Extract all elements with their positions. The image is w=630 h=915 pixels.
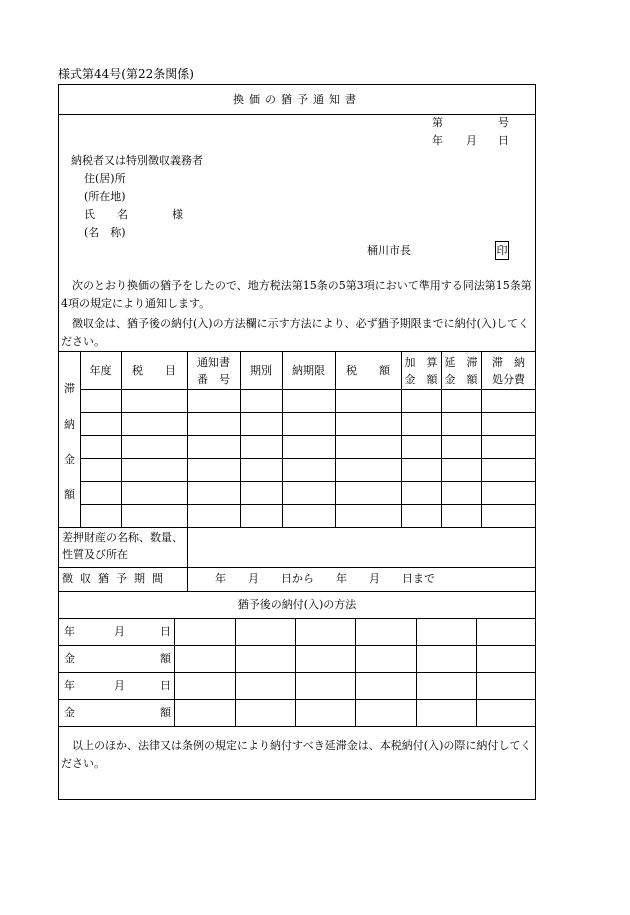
payment-row-label: 額 xyxy=(160,652,171,665)
divider xyxy=(58,645,536,646)
divider xyxy=(174,618,175,726)
address-label: 住(居)所 xyxy=(84,172,126,185)
document-title: 換価の猶予通知書 xyxy=(233,93,361,106)
column-header: 金 額 xyxy=(404,373,438,386)
divider xyxy=(416,618,417,726)
grace-period-label: 徴収猶予期間 xyxy=(62,572,170,585)
column-header: 期別 xyxy=(250,364,272,377)
payment-row-label: 額 xyxy=(160,706,171,719)
payment-row-label: 金 xyxy=(64,652,75,665)
divider xyxy=(58,726,536,727)
payment-row-label: 日 xyxy=(160,625,171,638)
divider xyxy=(58,591,536,592)
column-header: 延 滞 xyxy=(444,356,478,369)
divider xyxy=(235,618,236,726)
payment-instruction-paragraph: 徴収金は、猶予後の納付(入)の方法欄に示す方法により、必ず猶予期限までに納付(入)してください。 xyxy=(61,317,530,348)
footer-note: 以上のほか、法律又は条例の規定により納付すべき延滞金は、本税納付(入)の際に納付してください。 xyxy=(61,739,532,770)
payment-row-label: 日 xyxy=(160,679,171,692)
divider xyxy=(295,618,296,726)
column-header: 処分費 xyxy=(492,373,525,386)
divider xyxy=(58,699,536,700)
column-header: 番 号 xyxy=(197,373,230,386)
column-header: 通知書 xyxy=(197,356,230,369)
notice-paragraph: 次のとおり換価の猶予をしたので、地方税法第15条の5第3項において準用する同法第15条第4項の規定により通知します。 xyxy=(61,279,532,310)
payment-row-label: 年 xyxy=(64,625,75,638)
divider xyxy=(187,567,188,591)
column-header: 金 額 xyxy=(444,373,478,386)
divider xyxy=(80,458,536,459)
date-month: 月 xyxy=(466,134,477,147)
seized-property-label: 性質及び所在 xyxy=(62,548,128,561)
column-header: 加 算 xyxy=(404,356,438,369)
payment-row-label: 金 xyxy=(64,706,75,719)
divider xyxy=(187,527,188,567)
payment-row-label: 月 xyxy=(114,625,125,638)
number-prefix: 第 xyxy=(432,116,443,129)
payment-method-heading: 猶予後の納付(入)の方法 xyxy=(237,598,357,611)
divider xyxy=(58,567,536,568)
divider xyxy=(58,618,536,619)
honorific: 様 xyxy=(172,208,183,221)
column-header: 滞 納 xyxy=(492,356,525,369)
seal-box: 印 xyxy=(495,241,509,260)
divider xyxy=(121,351,122,527)
date-year: 年 xyxy=(432,134,443,147)
payment-row-label: 年 xyxy=(64,679,75,692)
divider xyxy=(80,504,536,505)
divider xyxy=(476,618,477,726)
column-header: 税 目 xyxy=(132,364,176,377)
delinquent-label-char: 金 xyxy=(64,453,75,466)
divider xyxy=(80,389,536,390)
grace-period-value: 年 月 日から 年 月 日まで xyxy=(215,572,435,585)
divider xyxy=(80,435,536,436)
divider xyxy=(58,351,536,352)
date-day: 日 xyxy=(498,134,509,147)
delinquent-label-char: 納 xyxy=(64,418,75,431)
addressee-heading: 納税者又は特別徴収義務者 xyxy=(71,154,203,167)
divider xyxy=(80,412,536,413)
number-suffix: 号 xyxy=(498,116,509,129)
notice-frame xyxy=(58,84,536,800)
company-name-label: (名 称) xyxy=(84,226,126,239)
divider xyxy=(282,351,283,527)
divider xyxy=(335,351,336,527)
name-label: 氏 名 xyxy=(84,208,128,221)
divider xyxy=(80,351,81,527)
divider xyxy=(58,527,536,528)
divider xyxy=(58,114,536,115)
column-header: 税 額 xyxy=(346,364,390,377)
delinquent-label-char: 額 xyxy=(64,488,75,501)
form-number-label: 様式第44号(第22条関係) xyxy=(58,67,194,81)
location-label: (所在地) xyxy=(84,190,126,203)
column-header: 納期限 xyxy=(292,364,325,377)
divider xyxy=(355,618,356,726)
delinquent-label-char: 滞 xyxy=(64,382,75,395)
issuer-name: 桶川市長 xyxy=(367,244,411,257)
column-header: 年度 xyxy=(89,364,112,377)
divider xyxy=(240,351,241,527)
seized-property-label: 差押財産の名称、数量、 xyxy=(62,531,183,544)
divider xyxy=(58,672,536,673)
payment-row-label: 月 xyxy=(114,679,125,692)
divider xyxy=(80,481,536,482)
